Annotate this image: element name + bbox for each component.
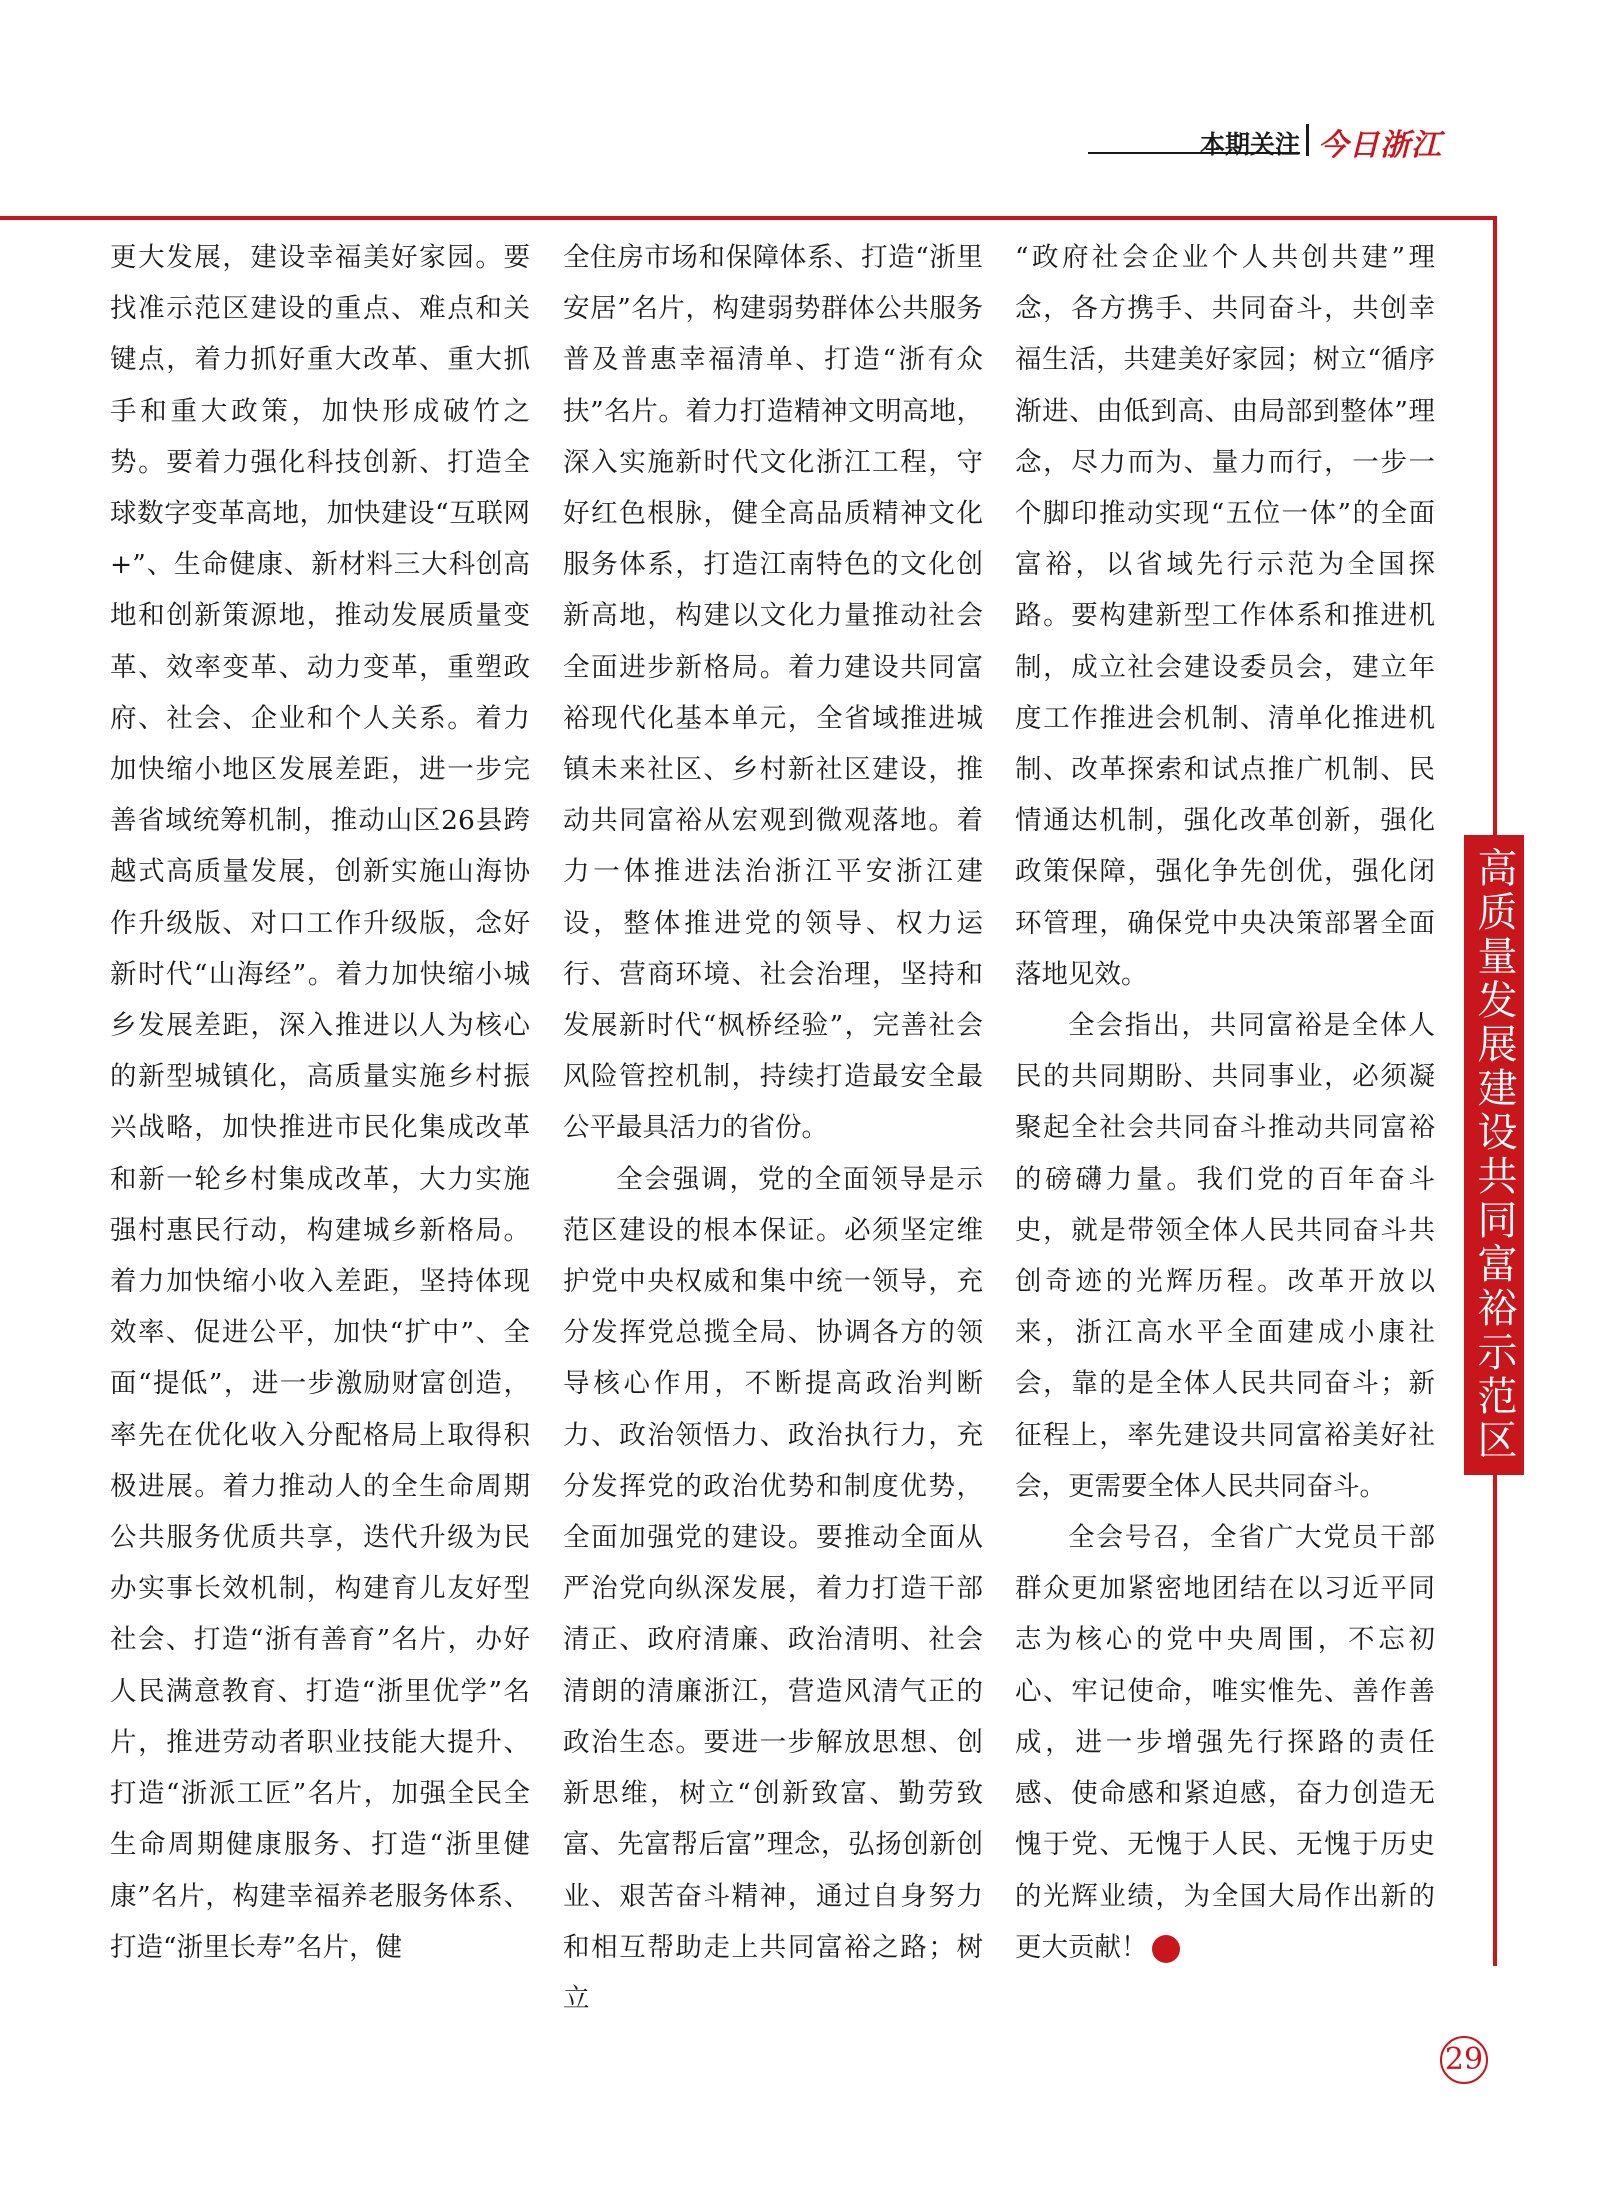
side-tab-title: 高质量发展建设共同富裕示范区	[1471, 847, 1517, 1463]
article-column-2	[563, 232, 983, 2024]
section-label: 本期关注	[1200, 130, 1301, 159]
paragraph: 更大发展，建设幸福美好家园。要找准示范区建设的重点、难点和关键点，着力抓好重大改革、重大抓手和重大政策，加快形成破竹之势。要着力强化科技创新、打造全球数字变革高地，加快建设“互联网+”、生命健康、新材料三大科创高地和创新策源地，推动发展质量变革、效率变革、动力变革，重塑政府、社会、企业和个人关系。着力加快缩小地区发展差距，进一步完善省域统筹机制，推动山区26县跨越式高质量发展，创新实施山海协作升级版、对口工作升级版，念好新时代“山海经”。着力加快缩小城乡发展差距，深入推进以人为核心的新型城镇化，高质量实施乡村振兴战略，加快推进市民化集成改革和新一轮乡村集成改革，大力实施强村惠民行动，构建城乡新格局。着力加快缩小收入差距，坚持体现效率、促进公平，加快“扩中”、全面“提低”，进一步激励财富创造，率先在优化收入分配格局上取得积极进展。着力推动人的全生命周期公共服务优质共享，迭代升级为民办实事长效机制，构建育儿友好型社会、打造“浙有善育”名片，办好人民满意教育、打造“浙里优学”名片，推进劳动者职业技能大提升、打造“浙派工匠”名片，加强全民全生命周期健康服务、打造“浙里健康”名片，构建幸福养老服务体系、打造“浙里长寿”名片，健	[110, 242, 530, 1963]
paragraph: “政府社会企业个人共创共建”理念，各方携手、共同奋斗，共创幸福生活，共建美好家园；树立“循序渐进、由低到高、由局部到整体”理念，尽力而为、量力而行，一步一个脚印推动实现“五位一体”的全面富裕，以省域先行示范为全国探路。要构建新型工作体系和推进机制，成立社会建设委员会，建立年度工作推进会机制、清单化推进机制、改革探索和试点推广机制、民情通达机制，强化改革创新，强化政策保障，强化争先创优，强化闭环管理，确保党中央决策部署全面落地见效。	[1015, 242, 1435, 990]
frame-top-border	[0, 216, 1497, 220]
paragraph: 全住房市场和保障体系、打造“浙里安居”名片，构建弱势群体公共服务普及普惠幸福清单、打造“浙有众扶”名片。着力打造精神文明高地，深入实施新时代文化浙江工程，守好红色根脉，健全高品质精神文化服务体系，打造江南特色的文化创新高地，构建以文化力量推动社会全面进步新格局。着力建设共同富裕现代化基本单元，全省域推进城镇未来社区、乡村新社区建设，推动共同富裕从宏观到微观落地。着力一体推进法治浙江平安浙江建设，整体推进党的领导、权力运行、营商环境、社会治理，坚持和发展新时代“枫桥经验”，完善社会风险管控机制，持续打造最安全最公平最具活力的省份。	[563, 242, 983, 1144]
paragraph: 全会强调，党的全面领导是示范区建设的根本保证。必须坚定维护党中央权威和集中统一领导，充分发挥党总揽全局、协调各方的领导核心作用，不断提高政治判断力、政治领悟力、政治执行力，充分发挥党的政治优势和制度优势，全面加强党的建设。要推动全面从严治党向纵深发展，着力打造干部清正、政府清廉、政治清明、社会清朗的清廉浙江，营造风清气正的政治生态。要进一步解放思想、创新思维，树立“创新致富、勤劳致富、先富帮后富”理念，弘扬创新创业、艰苦奋斗精神，通过自身努力和相互帮助走上共同富裕之路；树立	[563, 1163, 983, 2014]
paragraph-final	[1015, 1512, 1435, 1973]
article-column-1	[110, 232, 530, 1973]
article-column-3	[1015, 232, 1435, 1973]
page-number: 29	[1440, 2036, 1488, 2084]
magazine-logo: 今日浙江	[1318, 128, 1442, 163]
end-mark-icon: 今	[1152, 1935, 1180, 1963]
side-tab	[1464, 835, 1524, 1475]
paragraph-text: 全会号召，全省广大党员干部群众更加紧密地团结在以习近平同志为核心的党中央周围，不忘初心、牢记使命，唯实惟先、善作善成，进一步增强先行探路的责任感、使命感和紧迫感，奋力创造无愧于党、无愧于人民、无愧于历史的光辉业绩，为全国大局作出新的更大贡献！	[1015, 1522, 1435, 1963]
paragraph: 全会指出，共同富裕是全体人民的共同期盼、共同事业，必须凝聚起全社会共同奋斗推动共同富裕的磅礴力量。我们党的百年奋斗史，就是带领全体人民共同奋斗共创奇迹的光辉历程。改革开放以来，浙江高水平全面建成小康社会，靠的是全体人民共同奋斗；新征程上，率先建设共同富裕美好社会，更需要全体人民共同奋斗。	[1015, 1010, 1435, 1502]
header-separator	[1306, 124, 1309, 156]
